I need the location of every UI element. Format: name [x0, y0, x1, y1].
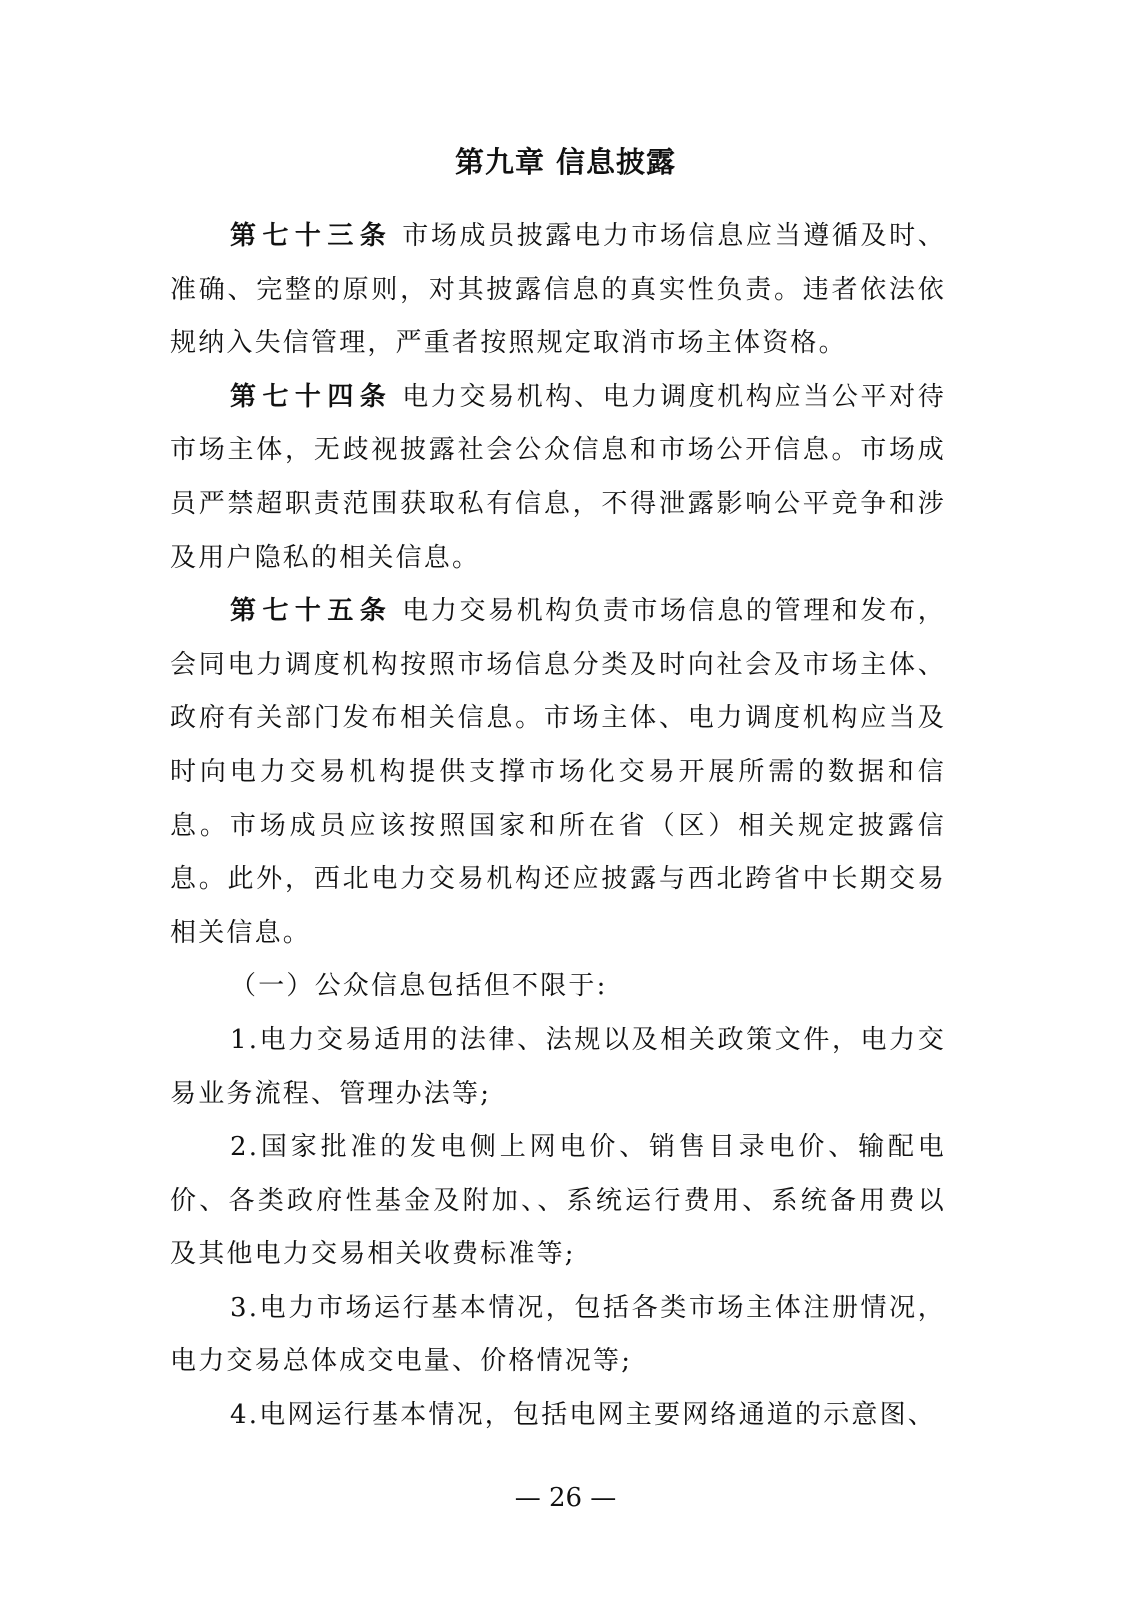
list-item: 1.电力交易适用的法律、法规以及相关政策文件，电力交易业务流程、管理办法等;	[170, 1024, 946, 1109]
article-text: 市场成员披露电力市场信息应当遵循及时、准确、完整的原则，对其披露信息的真实性负责。违者依法依规纳入失信管理，严重者按照规定取消市场主体资格。	[170, 221, 946, 359]
page-number: — 26 —	[514, 1483, 617, 1513]
article-73	[170, 210, 946, 371]
document-body	[170, 210, 946, 1443]
chapter-title: 第九章 信息披露	[454, 145, 677, 179]
list-item: 2.国家批准的发电侧上网电价、销售目录电价、输配电价、各类政府性基金及附加、、系统运行费用、系统备用费以及其他电力交易相关收费标准等;	[170, 1132, 946, 1270]
article-text: 电力交易机构负责市场信息的管理和发布，会同电力调度机构按照市场信息分类及时向社会及市场主体、政府有关部门发布相关信息。市场主体、电力调度机构应当及时向电力交易机构提供支撑市场化交易开展所需的数据和信息。市场成员应该按照国家和所在省（区）相关规定披露信息。此外，西北电力交易机构还应披露与西北跨省中长期交易相关信息。	[170, 596, 946, 948]
article-label: 第七十四条	[230, 381, 393, 412]
article-75	[170, 585, 946, 960]
list-item: 4.电网运行基本情况，包括电网主要网络通道的示意图、	[230, 1400, 937, 1431]
subsection-heading: （一）公众信息包括但不限于:	[230, 971, 608, 1002]
article-label: 第七十五条	[230, 596, 393, 627]
article-label: 第七十三条	[230, 221, 393, 251]
list-item: 3.电力市场运行基本情况，包括各类市场主体注册情况，电力交易总体成交电量、价格情况等;	[170, 1292, 946, 1377]
article-text: 电力交易机构、电力调度机构应当公平对待市场主体，无歧视披露社会公众信息和市场公开信息。市场成员严禁超职责范围获取私有信息，不得泄露影响公平竞争和涉及用户隐私的相关信息。	[170, 381, 946, 573]
article-74	[170, 371, 946, 585]
